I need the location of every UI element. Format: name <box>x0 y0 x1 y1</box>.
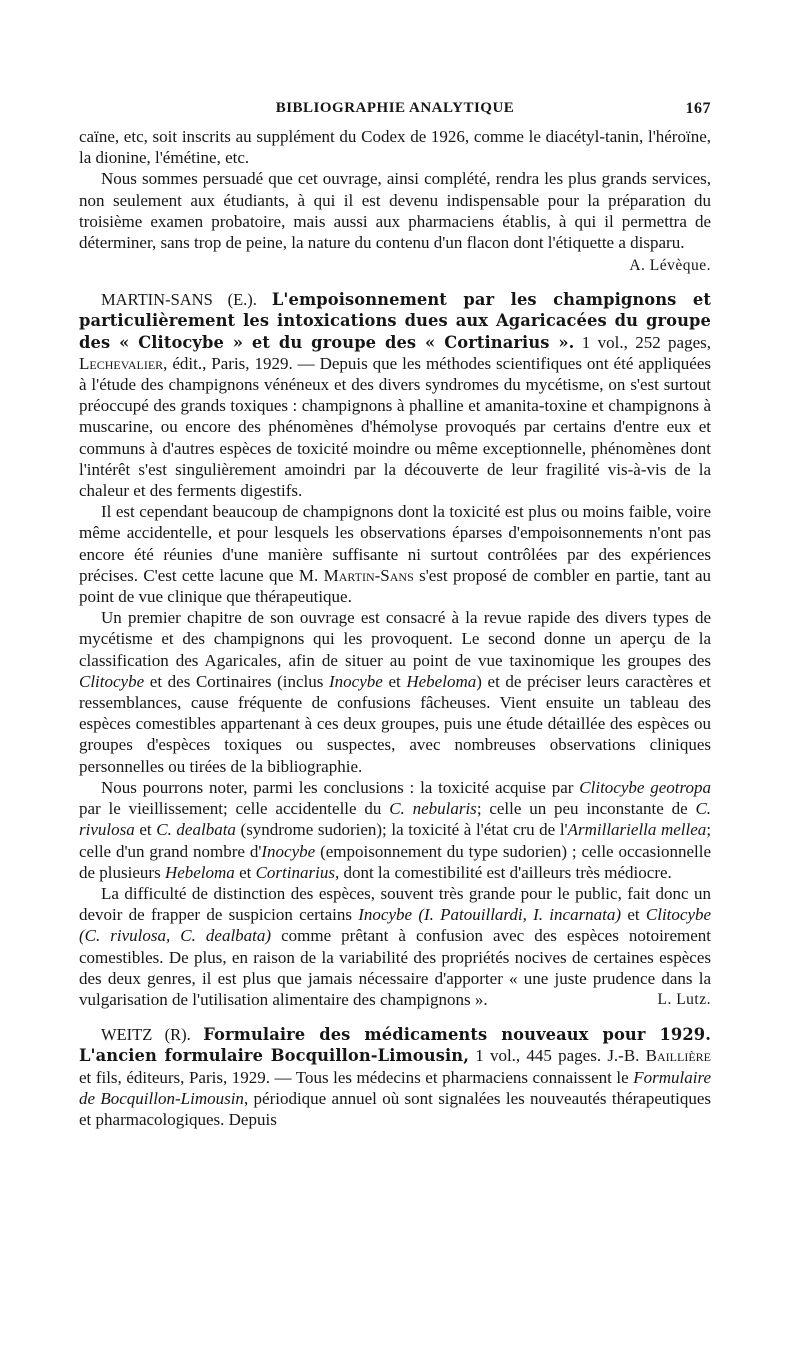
review1-p4-cd: C. dealbata <box>156 820 236 840</box>
intro-section <box>79 126 711 277</box>
review1-p4-co: Cortinarius <box>255 862 335 882</box>
review1-heading-paragraph <box>79 289 711 501</box>
review1-p4a: Nous pourrons noter, parmi les conclusions : la toxicité acquise par <box>101 777 574 797</box>
review1-p3-clitocybe: Clitocybe <box>79 671 145 691</box>
review1-details2: édit., Paris, 1929. — Depuis que les méthodes scientifiques ont été appliquées à l'étude des champignons vénéneux et des divers syndromes du mycétisme, on s'est surtout préoccupé des grands toxiques : champignons à phalline et amanita-toxine et champignons à muscarine, ou encore des phénomènes d'hémolyse provoqués par certains d'entre eux et communs à d'autres espèces de toxicité moindre ou même exceptionnelle, phénomènes dont l'intérêt s'est singulièrement amoindri par la découverte de leur fragilité vis-à-vis de la chaleur et des ferments digestifs. <box>79 353 711 501</box>
review1-paragraph-4 <box>79 777 711 883</box>
review1-p3-hebeloma: Hebeloma <box>406 671 477 691</box>
review2-details2: et fils, éditeurs, Paris, 1929. — Tous les médecins et pharmaciens connaissent le <box>79 1067 629 1087</box>
review2-work: Formulaire de Bocquillon-Limousin <box>79 1067 711 1108</box>
review1-p5a: La difficulté de distinction des espèces, souvent très grande pour le public, fait donc un devoir de frapper de suspicion certains <box>79 883 711 925</box>
intro-paragraph-2: Nous sommes persuadé que cet ouvrage, ainsi complété, rendra les plus grands services, non seulement aux étudiants, à qui il est devenu indispensable pour la préparation du troisième examen probatoire, mais aussi aux pharmaciens établis, à qui il permettra de déterminer, sans trop de peine, la nature du contenu d'un flacon dont l'étiquette a disparu. <box>79 169 711 253</box>
review1-p4i: , dont la comestibilité est d'ailleurs très médiocre. <box>334 862 672 882</box>
review2-heading-paragraph <box>79 1024 711 1130</box>
review1-p5c: comme prêtant à confusion avec des espèces notoirement comestibles. De plus, en raison de la variabilité des propriétés nocives de certaines espèces des deux genres, il est plus que jamais nécessaire d'apporter « une juste prudence dans la vulgarisation de l'utilisation alimentaire des champignons ». <box>79 926 711 1009</box>
review1-p5-inocybe: Inocybe <box>358 905 413 925</box>
review1-p4g: (empoisonnement du type sudorien) ; celle occasionnelle de plusieurs <box>79 841 711 882</box>
review1-p4c: ; celle un peu inconstante de <box>476 799 688 819</box>
review1-p5-paren2: (C. rivulosa, C. dealbata) <box>79 926 272 946</box>
review1-p4-am: Armillariella mellea <box>567 820 707 840</box>
review-martin-sans <box>79 289 711 1010</box>
review-weitz <box>79 1024 711 1130</box>
running-title: BIBLIOGRAPHIE ANALYTIQUE <box>275 100 515 116</box>
review1-p5-clitocybe: Clitocybe <box>645 905 712 925</box>
review1-p4h: et <box>239 862 252 882</box>
review1-paragraph-5 <box>79 883 711 1010</box>
review1-p3d: ) et de préciser leurs caractères et ressemblances, cause fréquente de confusions fâcheuses. Vient ensuite un tableau des espèces comestibles appartenant à ces deux groupes, puis une étude détaillée des espèces ou groupes d'espèces toxiques ou suspectes, avec nombreuses observations cliniques personnelles ou tirées de la bibliographie. <box>79 671 711 776</box>
review1-p5-paren1: (I. Patouillardi, I. incarnata) <box>418 905 622 925</box>
review2-details3: , périodique annuel où sont signalées les nouveautés thérapeutiques et pharmacologiques. Depuis <box>79 1088 711 1129</box>
review1-p4d: et <box>139 820 152 840</box>
review1-p4e: (syndrome sudorien); la toxicité à l'état cru de l' <box>240 820 568 840</box>
review1-p4-cn: C. nebularis <box>389 799 477 819</box>
intro-paragraph-1: caïne, etc, soit inscrits au supplément du Codex de 1926, comme le diacétyl-tanin, l'héroïne, la dionine, l'émétine, etc. <box>79 127 711 168</box>
review1-title: L'empoisonnement par les champignons et particulièrement les intoxications dues aux Agaricacées du groupe des « Clitocybe » et du groupe des « Cortinarius ». <box>79 290 711 352</box>
review1-p3-inocybe: Inocybe <box>329 671 383 691</box>
review1-p4f: ; celle d'un grand nombre d' <box>79 820 712 861</box>
review1-p2b: s'est proposé de combler en partie, tant au point de vue clinique que thérapeutique. <box>79 565 711 607</box>
intro-signature: A. Lévèque. <box>629 257 711 275</box>
review2-details: 1 vol., 445 pages. J.-B. <box>475 1046 640 1066</box>
review1-signature: L. Lutz. <box>657 990 711 1008</box>
running-header <box>79 96 711 126</box>
review1-publisher: Lechevalier, <box>79 353 168 373</box>
review2-author: WEITZ (R). <box>101 1025 191 1045</box>
review1-p2a: Il est cependant beaucoup de champignons dont la toxicité est plus ou moins faible, voire même accidentelle, et pour lesquels les observations éparses d'empoisonnements n'ont pas encore été réunies d'une manière suffisante ni surtout contrôlées par des expériences précises. C'est cette lacune que M. <box>79 502 711 585</box>
review2-publisher: Baillière <box>645 1046 711 1066</box>
review1-p4-cr: C. rivulosa <box>79 799 712 840</box>
review1-p3c: et <box>388 671 401 691</box>
review1-p3b: et des Cortinaires (inclus <box>149 671 324 691</box>
document-page <box>79 96 711 1130</box>
page-number: 167 <box>685 100 711 117</box>
review1-author-name: Martin-Sans <box>323 565 414 585</box>
review1-p3a: Un premier chapitre de son ouvrage est consacré à la revue rapide des divers types de mycétisme et des champignons qui les provoquent. Le second donne un aperçu de la classification des Agaricales, afin de situer au point de vue taxinomique les groupes des <box>79 608 711 670</box>
review1-p4-cg: Clitocybe geotropa <box>579 777 712 797</box>
review1-author: MARTIN-SANS (E.). <box>101 290 257 310</box>
review1-p4-in: Inocybe <box>261 841 316 861</box>
review1-details: 1 vol., 252 pages, <box>581 332 711 352</box>
review1-p5b: et <box>627 905 640 925</box>
review1-paragraph-2 <box>79 501 711 607</box>
review1-p4-he: Hebeloma <box>164 862 235 882</box>
review1-p4b: par le vieillissement; celle accidentelle du <box>79 799 382 819</box>
review1-paragraph-3 <box>79 607 711 777</box>
review2-title: Formulaire des médicaments nouveaux pour 1929. L'ancien formulaire Bocquillon-Limousin, <box>79 1025 711 1066</box>
